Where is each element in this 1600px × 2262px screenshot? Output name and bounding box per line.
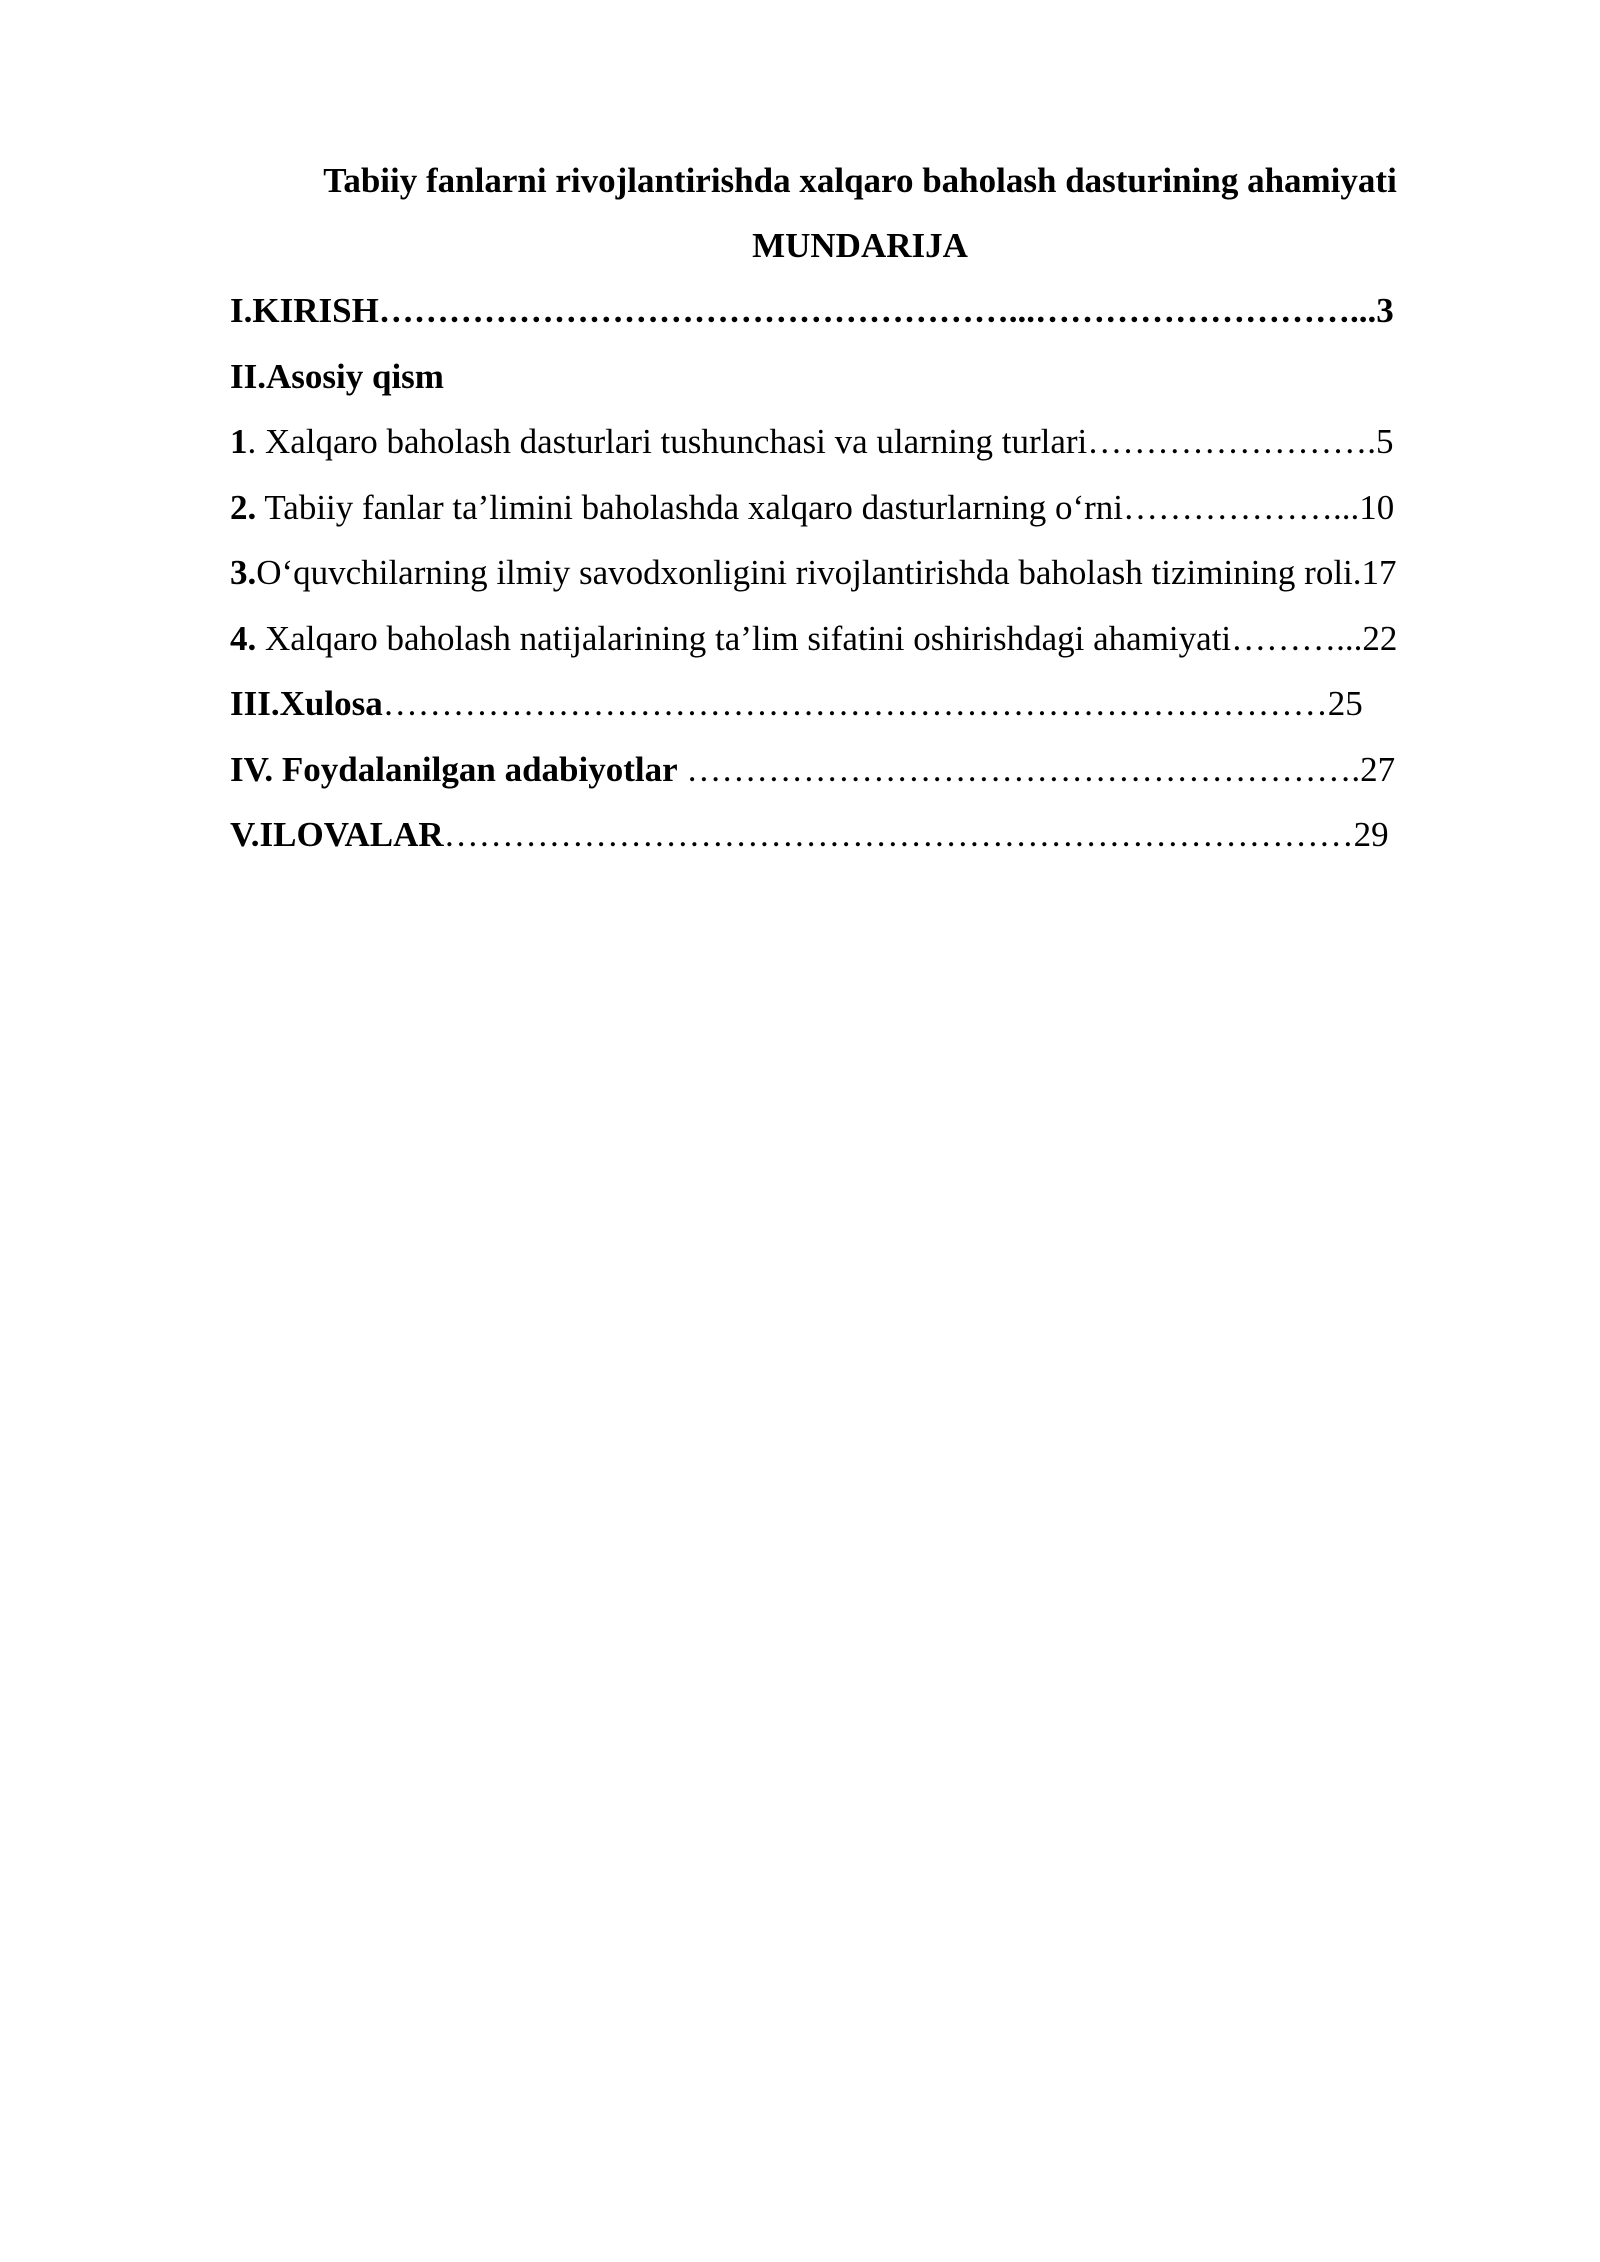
- toc-entry-text: ………………………………………………………………………25: [382, 684, 1363, 723]
- toc-entry-label: 1: [230, 422, 248, 461]
- toc-entry-text: Xalqaro baholash natijalarining ta’lim sifatini oshirishdagi ahamiyati………...22: [256, 618, 1398, 658]
- toc-entry-section-4: [230, 606, 1490, 672]
- toc-entry-appendices: [230, 802, 1490, 868]
- toc-entry-label: 3.: [230, 553, 257, 592]
- toc-entry-section-1: [230, 409, 1490, 475]
- toc-entry-label: II.Asosiy qism: [230, 356, 444, 396]
- toc-entry-text: O‘quvchilarning ilmiy savodxonligini rivojlantirishda baholash tizimining roli.17: [256, 553, 1397, 592]
- toc-entry-label: V.ILOVALAR: [230, 815, 444, 854]
- toc-entry-introduction: [230, 278, 1490, 344]
- toc-entry-label: 4.: [230, 618, 257, 658]
- toc-entry-text: . Xalqaro baholash dasturlari tushunchasi va ularning turlari…………………….5: [247, 422, 1394, 461]
- toc-entry-section-2: [230, 475, 1490, 541]
- toc-entry-section-3: [230, 540, 1490, 606]
- toc-entry-references: [230, 737, 1490, 803]
- document-title: Tabiiy fanlarni rivojlantirishda xalqaro baholash dasturining ahamiyati: [323, 161, 1397, 200]
- toc-entry-main-part: [230, 344, 1490, 410]
- table-of-contents: [230, 278, 1490, 868]
- toc-entry-text: ………………………………………………….27: [677, 749, 1396, 789]
- toc-entry-text: Tabiiy fanlar ta’limini baholashda xalqaro dasturlarning o‘rni………………...10: [256, 487, 1395, 527]
- toc-entry-label: 2.: [230, 487, 257, 527]
- toc-entry-label: I.KIRISH………………………………………………...………………………...3: [230, 291, 1394, 330]
- toc-entry-label: III.Xulosa: [230, 684, 383, 723]
- toc-entry-text: ……………………………………………………………………29: [443, 815, 1389, 854]
- document-content: [230, 148, 1490, 868]
- toc-entry-conclusion: [230, 671, 1490, 737]
- toc-heading: MUNDARIJA: [752, 226, 968, 265]
- toc-entry-label: IV. Foydalanilgan adabiyotlar: [230, 749, 678, 789]
